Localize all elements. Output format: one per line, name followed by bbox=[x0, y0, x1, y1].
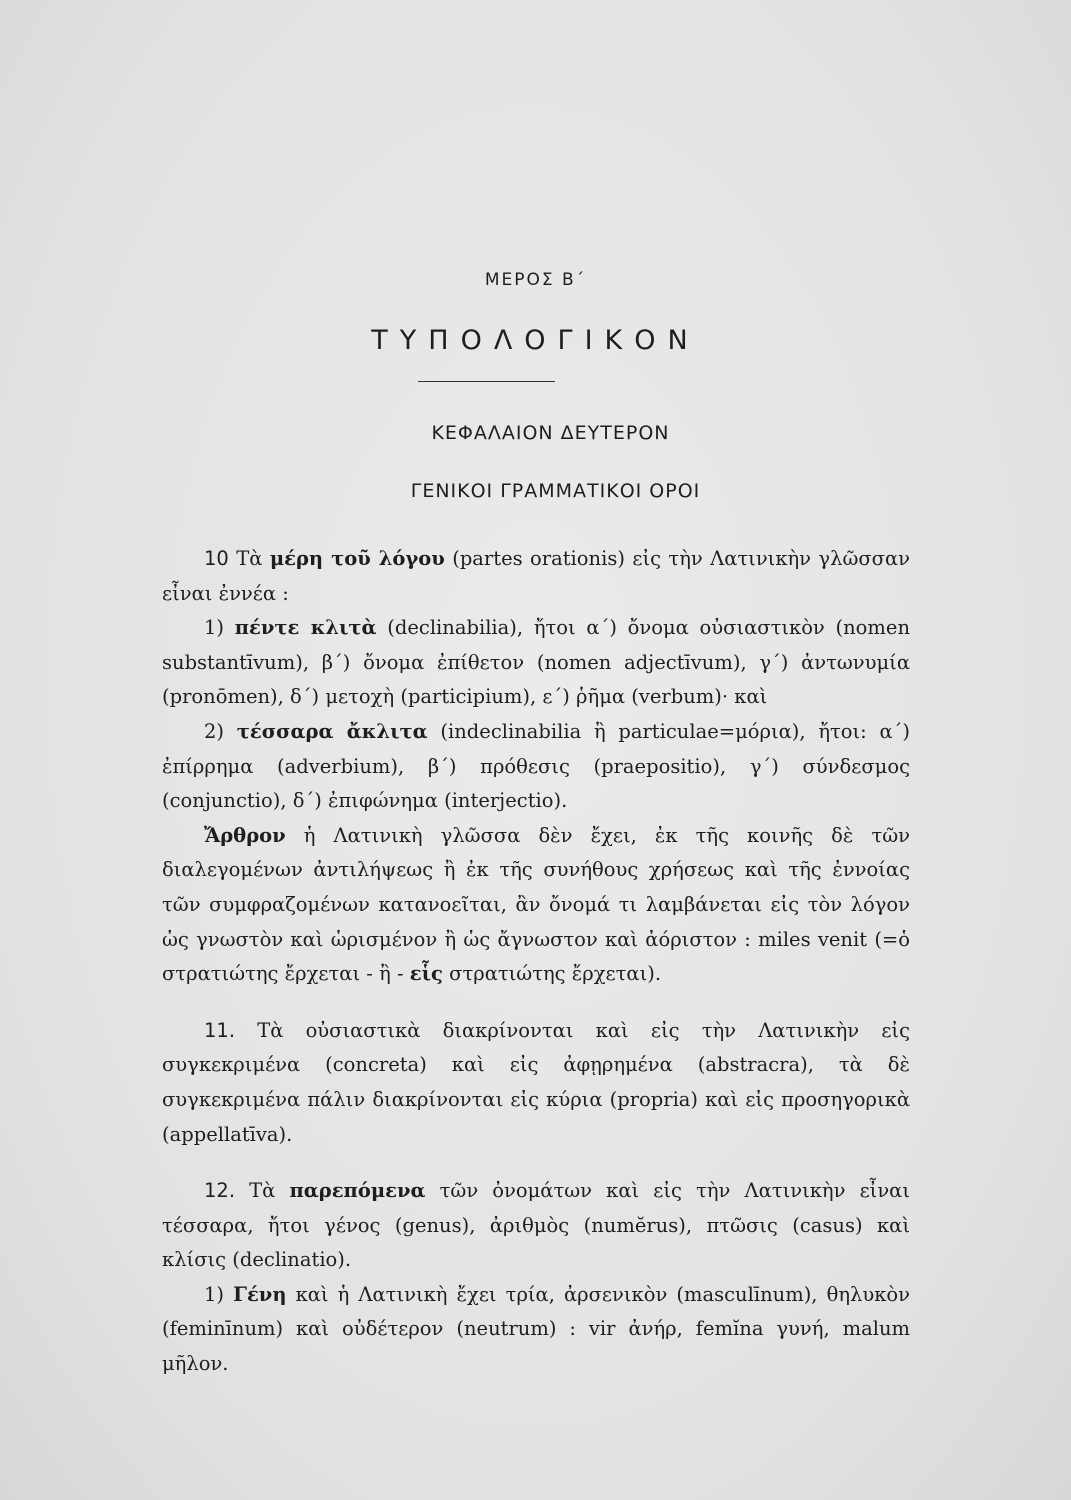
item-number: 2) bbox=[204, 719, 225, 743]
paragraph-12: 12. Τὰ παρεπόμενα τῶν ὀνομάτων καὶ εἰς τὴν Λατινικὴν εἶναι τέσσαρα, ἤτοι γένος (genus), ἀριθμὸς (numĕrus), πτῶσις (casus) καὶ κλίσις (declinatio). bbox=[162, 1179, 910, 1272]
page-title: ΤΥΠΟΛΟΓΙΚΟΝ bbox=[371, 325, 700, 356]
paragraph-12-1: 1) Γένη καὶ ἡ Λατινικὴ ἔχει τρία, ἀρσενικὸν (masculīnum), θηλυκὸν (feminīnum) καὶ οὐδέτερον (neutrum) : vir ἀνήρ, femĭna γυνή, malum μῆλον. bbox=[162, 1282, 910, 1376]
bold-term: παρεπόμενα bbox=[289, 1179, 426, 1203]
title-divider bbox=[418, 381, 555, 382]
paragraph-10-3: Ἄρθρον ἡ Λατινικὴ γλῶσσα δὲν ἔχει, ἐκ τῆς κοινῆς δὲ τῶν διαλεγομένων ἀντιλήψεως ἢ ἐκ τῆς συνήθους χρήσεως καὶ τῆς ἐννοίας τῶν συμφραζομένων κατανοεῖται, ἂν ὄνομά τι λαμβάνεται εἰς τὸν λόγον ὡς γνωστὸν καὶ ὡρισμένον ἢ ὡς ἄγνωστον καὶ ἀόριστον : miles venit (=ὁ στρατιώτης ἔρχεται - ἢ - εἷς στρατιώτης ἔρχεται). bbox=[162, 823, 911, 986]
bold-term: Ἄρθρον bbox=[204, 823, 286, 847]
paragraph-number: 11. bbox=[204, 1018, 236, 1042]
bold-term: εἷς bbox=[409, 962, 443, 986]
paragraph-number: 10 bbox=[204, 547, 229, 570]
paragraph-10: 10 Τὰ μέρη τοῦ λόγου (partes orationis) εἰς τὴν Λατινικὴν γλῶσσαν εἶναι ἐννέα : bbox=[162, 547, 910, 605]
chapter-heading: ΚΕΦΑΛΑΙΟΝ ΔΕΥΤΕΡΟΝ bbox=[431, 422, 670, 444]
paragraph-10-1: 1) πέντε κλιτὰ (declinabilia), ἤτοι α΄) ὄνομα οὐσιαστικὸν (nomen substantīvum), β΄) ὄνομα ἐπίθετον (nomen adjectīvum), γ΄) ἀντωνυμία (pronōmen), δ΄) μετοχὴ (participium), ε΄) ῥῆμα (verbum)· καὶ bbox=[162, 616, 910, 709]
paragraph-10-2: 2) τέσσαρα ἄκλιτα (indeclinabilia ἢ particulae=μόρια), ἤτοι: α΄) ἐπίρρημα (adverbium), β΄) πρόθεσις (praepositio), γ΄) σύνδεσμος (conjunctio), δ΄) ἐπιφώνημα (interjectio). bbox=[162, 719, 911, 813]
section-heading: ΓΕΝΙΚΟΙ ΓΡΑΜΜΑΤΙΚΟΙ ΟΡΟΙ bbox=[410, 480, 701, 502]
bold-term: τέσσαρα ἄκλιτα bbox=[236, 719, 428, 743]
bold-term: πέντε κλιτὰ bbox=[234, 616, 377, 640]
body-text bbox=[162, 542, 910, 1382]
paragraph-11: 11. Τὰ οὐσιαστικὰ διακρίνονται καὶ εἰς τὴν Λατινικὴν εἰς συγκεκριμένα (concreta) καὶ εἰς ἀφῃρημένα (abstracra), τὰ δὲ συγκεκριμένα πάλιν διακρίνονται εἰς κύρια (propria) καὶ εἰς προσηγορικὰ (appellatīva). bbox=[162, 1018, 910, 1146]
item-number: 1) bbox=[204, 1282, 225, 1306]
part-heading: ΜΕΡΟΣ Β΄ bbox=[484, 270, 587, 290]
bold-term: μέρη τοῦ λόγου bbox=[269, 547, 445, 570]
latin-example: miles venit bbox=[758, 927, 868, 951]
item-number: 1) bbox=[204, 616, 225, 640]
bold-term: Γένη bbox=[233, 1282, 287, 1306]
paragraph-number: 12. bbox=[204, 1179, 236, 1203]
